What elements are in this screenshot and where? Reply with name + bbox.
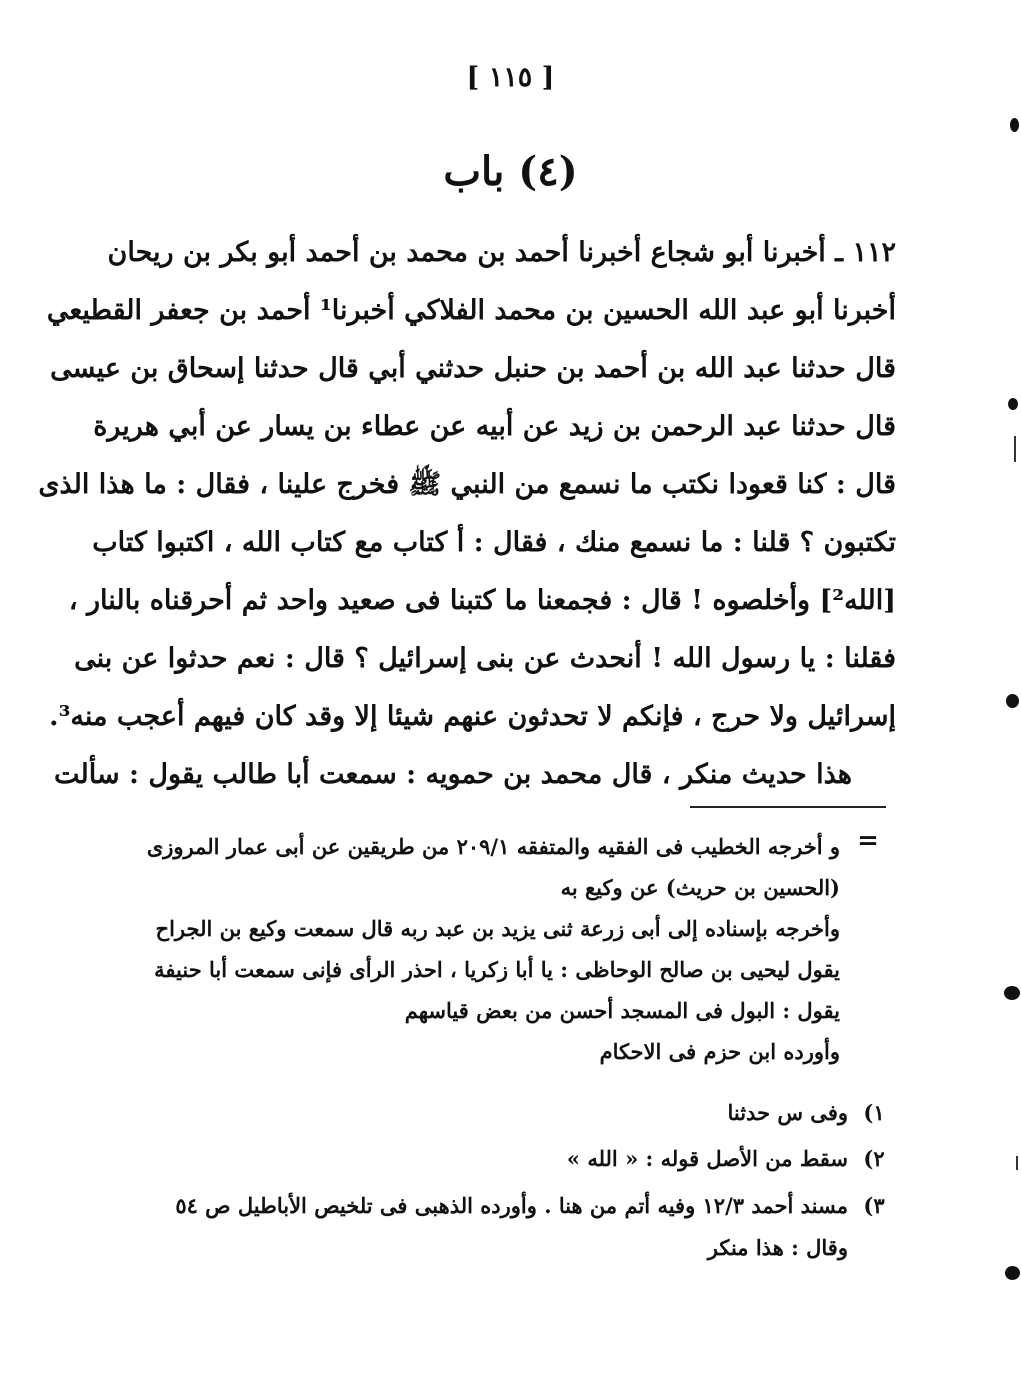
text-line: تكتبون ؟ قلنا : ما نسمع منك ، فقال : أ كتاب مع كتاب الله ، اكتبوا كتاب	[92, 527, 896, 558]
footnote-text: وفى س حدثنا	[727, 1100, 848, 1125]
footnote-line: وأخرجه بإسناده إلى أبى زرعة ثنى يزيد بن عبد ربه قال سمعت وكيع بن الجراح	[155, 916, 840, 941]
footnote-number: ٢)	[863, 1146, 885, 1171]
footnote-text: سقط من الأصل قوله : « الله »	[566, 1146, 848, 1171]
footnote-text-continued: وقال : هذا منكر	[707, 1235, 848, 1260]
footnote-1	[180, 1092, 900, 1134]
footnote-line: و أخرجه الخطيب فى الفقيه والمتفقه ٢٠٩/١ من طريقين عن أبى عمار المروزى	[146, 834, 840, 859]
text-line: أخبرنا أبو عبد الله الحسين بن محمد الفلاكي أخبرنا¹ أحمد بن جعفر القطيعي	[46, 295, 896, 326]
text-line: فقلنا : يا رسول الله ! أنحدث عن بنى إسرائيل ؟ قال : نعم حدثوا عن بنى	[74, 643, 896, 674]
footnote-line: يقول ليحيى بن صالح الوحاظى : يا أبا زكريا ، احذر الرأى فإنى سمعت أبا حنيفة	[154, 957, 840, 982]
text-line: قال حدثنا عبد الله بن أحمد بن حنبل حدثني أبي قال حدثنا إسحاق بن عيسى	[50, 353, 896, 384]
scan-mark	[1004, 986, 1020, 1000]
footnote-2	[180, 1138, 900, 1180]
text-line: ١١٢ ـ أخبرنا أبو شجاع أخبرنا أحمد بن محمد بن أحمد أبو بكر بن ريحان	[107, 237, 896, 268]
footnote-continuation	[146, 826, 840, 1072]
scan-mark	[1005, 1266, 1020, 1280]
text-line: قال حدثنا عبد الرحمن بن زيد عن أبيه عن عطاء بن يسار عن أبي هريرة	[93, 411, 896, 442]
text-line: إسرائيل ولا حرج ، فإنكم لا تحدثون عنهم شيئا إلا وقد كان فيهم أعجب منه³.	[49, 701, 896, 732]
footnote-line: (الحسين بن حريث) عن وكيع به	[560, 875, 840, 900]
footnote-divider	[690, 806, 886, 808]
footnote-number: ١)	[863, 1100, 885, 1125]
footnote-line: يقول : البول فى المسجد أحسن من بعض قياسهم	[404, 998, 840, 1023]
scan-mark	[1010, 118, 1019, 132]
text-line: قال : كنا قعودا نكتب ما نسمع من النبي ﷺ فخرج علينا ، فقال : ما هذا الذى	[38, 469, 896, 500]
scan-mark	[1006, 694, 1019, 708]
scan-mark	[1016, 1156, 1018, 1170]
footnote-3	[175, 1185, 900, 1269]
scan-mark	[1014, 436, 1016, 462]
main-text	[38, 224, 896, 804]
scan-mark	[1008, 398, 1018, 410]
footnote-line: وأورده ابن حزم فى الاحكام	[599, 1039, 840, 1064]
footnote-text: مسند أحمد ١٢/٣ وفيه أتم من هنا . وأورده الذهبى فى تلخيص الأباطيل ص ٥٤	[175, 1193, 848, 1218]
footnote-number: ٣)	[863, 1193, 885, 1218]
text-line: [الله²] وأخلصوه ! قال : فجمعنا ما كتبنا فى صعيد واحد ثم أحرقناه بالنار ،	[68, 585, 896, 616]
page-number: [ ١١٥ ]	[466, 62, 555, 93]
text-line: هذا حديث منكر ، قال محمد بن حمويه : سمعت أبا طالب يقول : سألت	[54, 759, 852, 790]
chapter-title: (٤) باب	[443, 148, 578, 195]
footnote-continuation-marker: =	[857, 826, 879, 856]
